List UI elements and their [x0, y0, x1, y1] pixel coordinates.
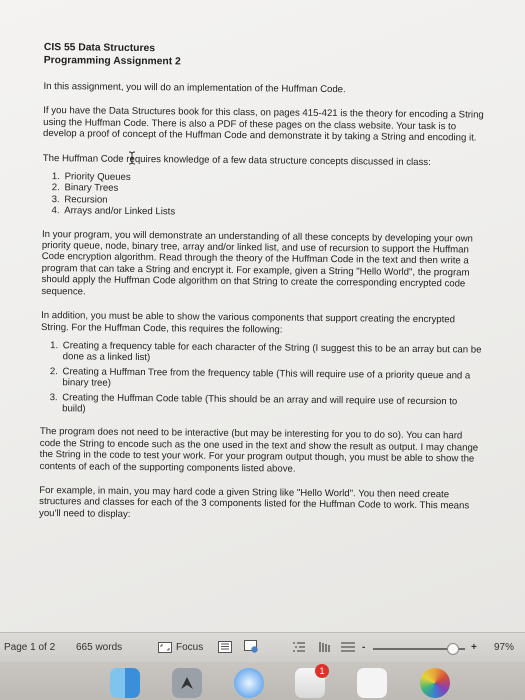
word-count[interactable]: 665 words [76, 642, 123, 653]
badge-count: 1 [315, 664, 329, 678]
focus-button[interactable] [156, 639, 207, 655]
web-layout-icon[interactable] [244, 640, 259, 653]
rocket-glyph-icon [177, 673, 197, 693]
photos-icon[interactable] [420, 668, 450, 698]
list-item: 1. Priority Queues [63, 171, 485, 187]
list-item: 1. Creating a frequency table for each character of the String (I suggest this to be an array but can be done as a linked list) [61, 340, 483, 367]
list-item: 3. Creating the Huffman Code table (This should be an array and will require use of recursion to build) [60, 392, 482, 419]
zoom-slider[interactable] [373, 648, 465, 650]
example-paragraph: For example, in main, you may hard code a given String like "Hello World". You then need create structures and classes for each of the 3 components listed for the Huffman Code to work. This means you'll need to display: [39, 484, 470, 520]
print-layout-icon[interactable] [218, 641, 232, 653]
safari-icon[interactable] [234, 668, 264, 698]
page-indicator[interactable]: Page 1 of 2 [4, 642, 56, 653]
list-item: 4. Arrays and/or Linked Lists [62, 205, 484, 221]
list-item: 2. Binary Trees [62, 183, 484, 199]
draft-layout-icon[interactable] [340, 641, 356, 653]
dock [0, 662, 525, 700]
status-bar [0, 632, 525, 663]
calendar-icon[interactable] [357, 668, 387, 698]
intro-paragraph: In this assignment, you will do an implementation of the Huffman Code. [43, 80, 346, 96]
focus-label: Focus [176, 641, 204, 653]
list-item: 2. Creating a Huffman Tree from the frequency table (This will require use of a priority queue and a binary tree) [60, 366, 482, 393]
i-beam-cursor-icon [128, 151, 136, 165]
zoom-out-button[interactable]: - [362, 642, 366, 653]
outline-layout-icon[interactable] [292, 641, 306, 653]
focus-icon [158, 642, 172, 653]
document-body[interactable] [39, 42, 486, 537]
rocket-icon[interactable] [172, 668, 202, 698]
doc-title-course: CIS 55 Data Structures [43, 42, 156, 55]
components-intro-paragraph: In addition, you must be able to show the various components that support creating the encrypted String. For the Huffman Code, this requires the following: [40, 310, 456, 336]
components-list [40, 340, 483, 419]
concepts-intro-paragraph: The Huffman Code requires knowledge of a few data structure concepts discussed in class: [42, 152, 431, 168]
list-item: 3. Recursion [62, 194, 484, 210]
zoom-slider-handle[interactable] [447, 643, 459, 655]
concepts-list [42, 171, 484, 221]
doc-title-assignment: Programming Assignment 2 [43, 54, 181, 67]
finder-icon[interactable] [110, 668, 140, 698]
zoom-in-button[interactable]: + [471, 642, 477, 653]
zoom-level[interactable]: 97% [494, 642, 515, 653]
notebook-layout-icon[interactable] [318, 641, 332, 653]
program-paragraph: In your program, you will demonstrate an understanding of all these concepts by developing your own priority queue, node, binary tree, array and/or linked list, and use of recursion to support the Huffman Code encryption algorithm. Read through the theory of the Huffman Code in the text and then write a program that can take a String and encrypt it. For example, given a String "Hello World", the program should apply the Huffman Code algorithm on that String to create the corresponding encrypted code sequence. [41, 228, 473, 298]
mail-icon[interactable] [295, 668, 325, 698]
book-paragraph: If you have the Data Structures book for this class, on pages 415-421 is the theory for encoding a String using the Huffman Code. There is also a PDF of these pages on the class website. Your task is to develop a proof of concept of the Huffman Code and demonstrate it by taking a String and encoding it. [42, 105, 484, 144]
interactive-paragraph: The program does not need to be interactive (but may be interesting for you to do so). You can hard code the String to encode such as the one used in the text and show the result as output. I may change the String in the code to test your work. For your program output though, you must be able to show the contents of each of the supporting components listed above. [39, 426, 479, 475]
